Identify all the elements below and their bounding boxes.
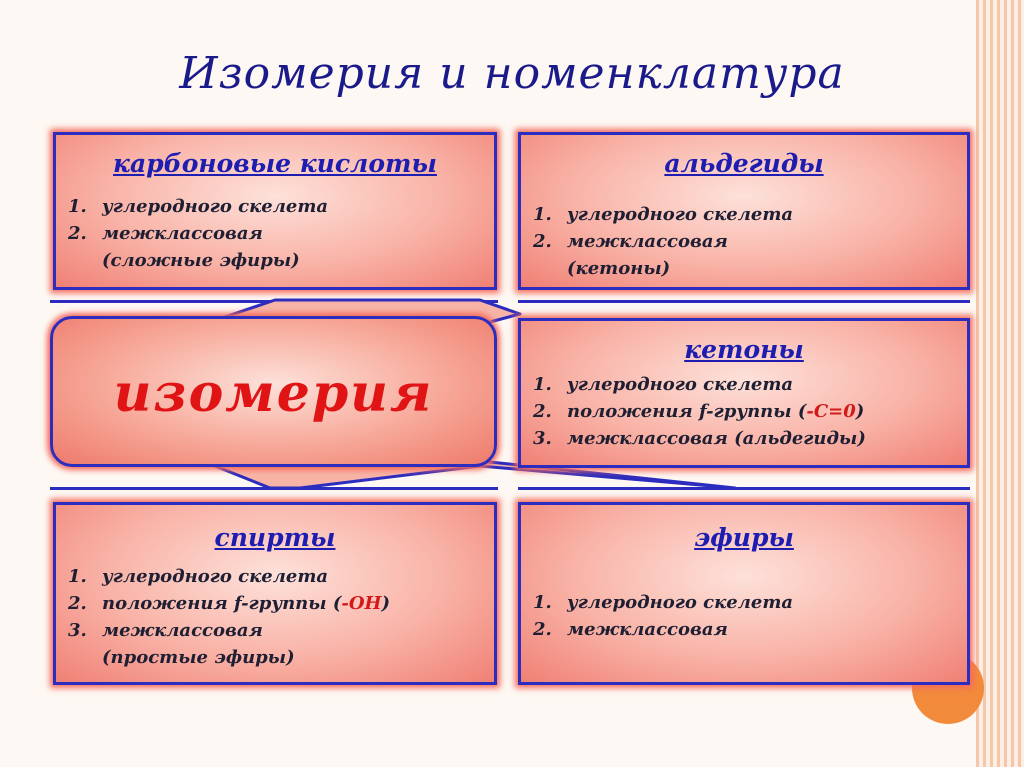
list-item <box>68 220 328 247</box>
list-continuation: (простые эфиры) <box>102 647 295 668</box>
box-heading: спирты <box>214 523 336 552</box>
item-text: межклассовая <box>102 223 263 244</box>
list-item <box>68 590 390 617</box>
item-text: межклассовая <box>567 619 728 640</box>
item-number: 3. <box>533 428 552 449</box>
item-number: 1. <box>533 592 552 613</box>
item-number: 2. <box>533 231 552 252</box>
isomer-list <box>533 201 793 282</box>
box-heading: карбоновые кислоты <box>113 149 437 178</box>
item-text: межклассовая <box>567 231 728 252</box>
item-number: 1. <box>68 566 87 587</box>
item-text: положения f-группы ( <box>102 593 342 614</box>
box-heading: эфиры <box>694 523 794 552</box>
box-ethers <box>518 502 970 685</box>
list-item <box>68 617 390 644</box>
list-item <box>533 228 793 255</box>
isomer-list <box>533 589 793 643</box>
item-number: 1. <box>68 196 87 217</box>
item-number: 1. <box>533 204 552 225</box>
list-item <box>68 193 328 220</box>
item-text: межклассовая (альдегиды) <box>567 428 866 449</box>
list-item <box>533 398 866 425</box>
center-node-isomerism <box>50 316 497 467</box>
list-item <box>533 201 793 228</box>
list-item <box>533 616 793 643</box>
isomer-list <box>68 563 390 671</box>
item-number: 2. <box>533 619 552 640</box>
box-heading: кетоны <box>684 335 804 364</box>
box-aldehydes <box>518 132 970 290</box>
item-text: межклассовая <box>102 620 263 641</box>
center-label: изомерия <box>113 363 434 424</box>
box-alcohols <box>53 502 497 685</box>
isomer-list <box>68 193 328 274</box>
item-text: углеродного скелета <box>102 566 329 587</box>
item-text: углеродного скелета <box>567 592 794 613</box>
list-continuation: (сложные эфиры) <box>102 250 300 271</box>
item-number: 3. <box>68 620 87 641</box>
item-text: углеродного скелета <box>567 374 794 395</box>
item-number: 2. <box>68 223 87 244</box>
box-ketones <box>518 318 970 468</box>
box-heading: альдегиды <box>664 149 824 178</box>
item-text: углеродного скелета <box>102 196 329 217</box>
item-text-close: ) <box>855 401 865 422</box>
item-text-close: ) <box>381 593 391 614</box>
item-text: углеродного скелета <box>567 204 794 225</box>
list-item <box>533 371 866 398</box>
item-number: 2. <box>533 401 552 422</box>
box-carboxylic-acids <box>53 132 497 290</box>
functional-group: -ОН <box>341 593 382 614</box>
item-number: 1. <box>533 374 552 395</box>
item-number: 2. <box>68 593 87 614</box>
list-item <box>533 589 793 616</box>
functional-group: -С=0 <box>806 401 856 422</box>
list-item <box>533 425 866 452</box>
item-text: положения f-группы ( <box>567 401 807 422</box>
list-continuation: (кетоны) <box>567 258 671 279</box>
list-item <box>68 563 390 590</box>
isomer-list <box>533 371 866 452</box>
slide-title: Изомерия и номенклатура <box>179 48 845 99</box>
